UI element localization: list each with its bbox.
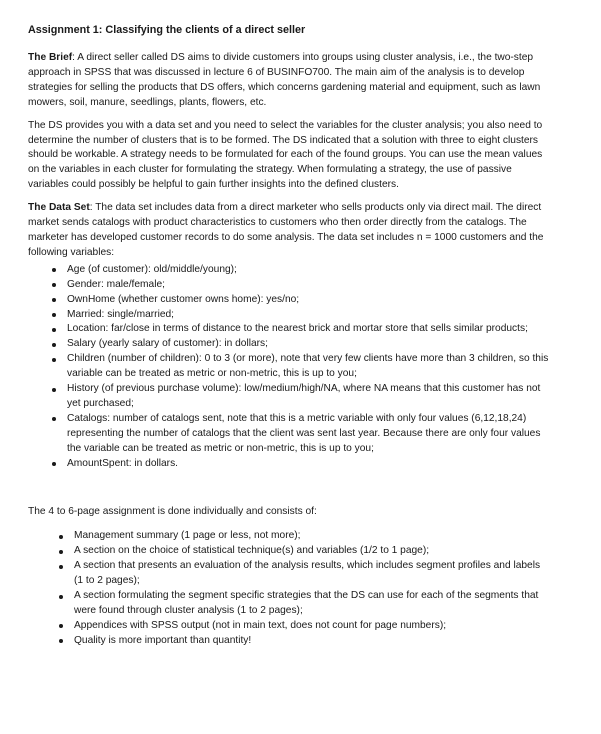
dataset-lead: The Data Set <box>28 202 90 214</box>
dataset-paragraph <box>28 201 551 261</box>
deliverable-item: Quality is more important than quantity! <box>28 634 551 649</box>
variable-item: Catalogs: number of catalogs sent, note that this is a metric variable with only four values (6,12,18,24) representing the number of catalogs that the client was sent last year. Because there are only four values the variable can be treated as metric or non-metric, this is up to you; <box>28 412 551 457</box>
deliverable-item: Management summary (1 page or less, not more); <box>28 529 551 544</box>
brief-text: : A direct seller called DS aims to divide customers into groups using cluster analysis, i.e., the two-step approach in SPSS that was discussed in lecture 6 of BUSINFO700. The main aim of the analysis is to develop strategies for selling the products that DS offers, which concerns gardening material and equipment, such as lawn mowers, soil, manure, seedlings, plants, flowers, etc. <box>28 52 541 108</box>
variable-item: Children (number of children): 0 to 3 (or more), note that very few clients have more than 3 children, so this variable can be treated as metric or non-metric, this is up to you; <box>28 352 551 382</box>
deliverable-item: A section on the choice of statistical technique(s) and variables (1/2 to 1 page); <box>28 544 551 559</box>
deliverables-list <box>28 529 551 648</box>
deliverable-item: Appendices with SPSS output (not in main text, does not count for page numbers); <box>28 619 551 634</box>
variable-item: History (of previous purchase volume): low/medium/high/NA, where NA means that this customer has not yet purchased; <box>28 382 551 412</box>
variable-item: Location: far/close in terms of distance to the nearest brick and mortar store that sells similar products; <box>28 322 551 337</box>
variable-item: Age (of customer): old/middle/young); <box>28 263 551 278</box>
document-title: Assignment 1: Classifying the clients of a direct seller <box>28 24 306 36</box>
deliverable-item: A section that presents an evaluation of the analysis results, which includes segment profiles and labels (1 to 2 pages); <box>28 559 551 589</box>
variable-item: Gender: male/female; <box>28 278 551 293</box>
variable-item: AmountSpent: in dollars. <box>28 457 551 472</box>
variable-item: OwnHome (whether customer owns home): yes/no; <box>28 293 551 308</box>
deliverable-item: A section formulating the segment specific strategies that the DS can use for each of the segments that were found through cluster analysis (1 to 2 pages); <box>28 589 551 619</box>
instructions-paragraph: The DS provides you with a data set and you need to select the variables for the cluster analysis; you also need to determine the number of clusters that is to be formed. The DS indicated that a solution with three to eight clusters should be workable. A strategy needs to be formulated for each of the found groups. You can use the mean values on the variables in each cluster for formulating the strategy. When formulating a strategy, the use of passive variables could possibly be helpful to gain further insights into the defined clusters. <box>28 119 543 191</box>
brief-lead: The Brief <box>28 52 73 63</box>
variables-list <box>28 263 551 472</box>
variable-item: Salary (yearly salary of customer): in dollars; <box>28 337 551 352</box>
variable-item: Married: single/married; <box>28 308 551 323</box>
dataset-text: : The data set includes data from a direct marketer who sells products only via direct mail. The direct market sends catalogs with product characteristics to customers who then order directly from the catalogs. The marketer has developed customer records to do some analysis. The data set includes n = 1000 customers and the following variables: <box>28 202 544 258</box>
assignment-intro: The 4 to 6-page assignment is done individually and consists of: <box>28 506 317 518</box>
brief-paragraph <box>28 51 551 111</box>
